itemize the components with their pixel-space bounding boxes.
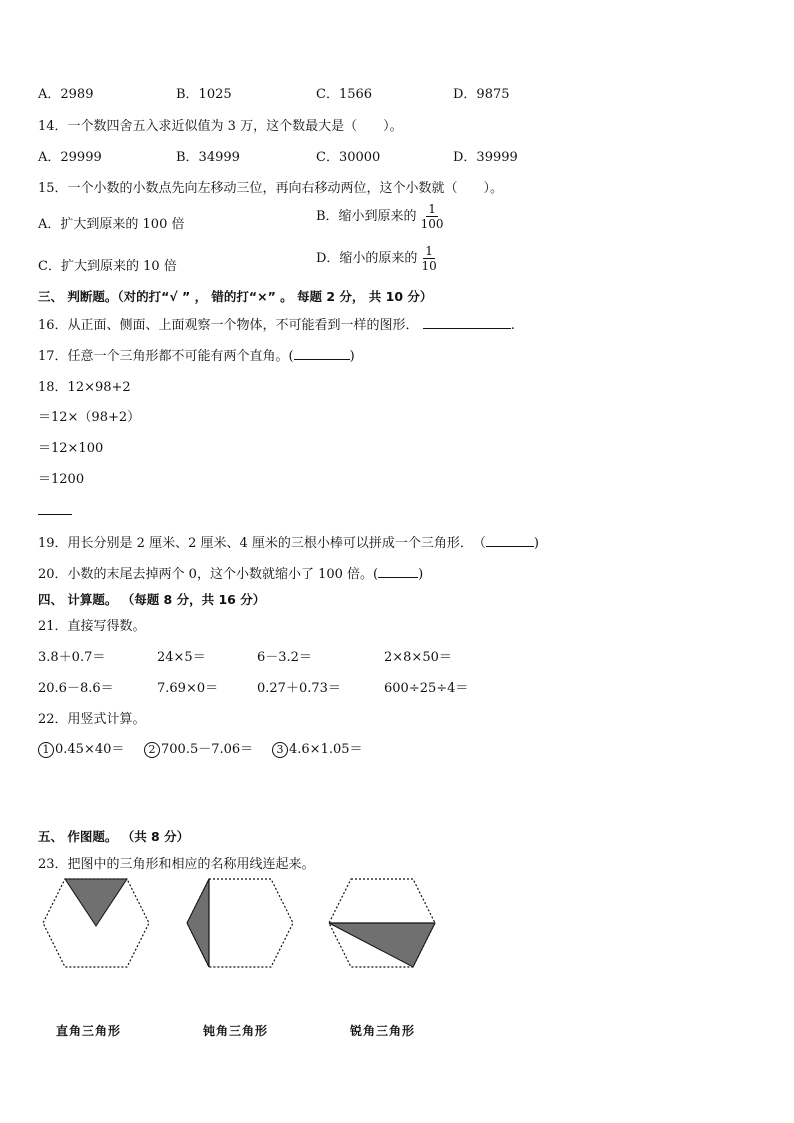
q17-end: ) [349,349,355,364]
q19-question [38,532,539,551]
q17-text: 17．任意一个三角形都不可能有两个直角。( [38,349,294,364]
q21-item: 7.69×0＝ [157,681,219,696]
q13-option-c: C．1566 [316,87,373,102]
q21-item: 0.27＋0.73＝ [257,681,341,696]
circled-number: 3 [272,742,288,758]
q15-option-a: A．扩大到原来的 100 倍 [38,217,185,232]
fraction-numerator: 1 [425,244,433,258]
shaded-triangle[interactable] [65,879,127,926]
circled-number: 2 [144,742,160,758]
q14-option-c: C．30000 [316,150,381,165]
hexagon-figure-3 [326,876,438,970]
q22-item-1 [38,738,124,758]
q15-option-d [316,244,439,273]
q22-title: 22．用竖式计算。 [38,712,146,727]
caption-acute-triangle[interactable]: 锐角三角形 [350,1024,416,1038]
q21-item: 24×5＝ [157,650,206,665]
q20-answer-blank[interactable] [378,577,418,578]
q21-item: 3.8＋0.7＝ [38,650,106,665]
q23-title: 23．把图中的三角形和相应的名称用线连起来。 [38,857,315,872]
q13-option-a: A．2989 [38,87,94,102]
q20-end: ) [418,567,424,582]
circled-number: 1 [38,742,54,758]
q22-expression: 4.6×1.05＝ [289,742,363,757]
q21-item: 2×8×50＝ [384,650,452,665]
q13-option-d: D．9875 [453,87,510,102]
q16-answer-blank[interactable] [423,328,511,329]
q15-option-c: C．扩大到原来的 10 倍 [38,259,177,274]
q22-expression: 700.5－7.06＝ [161,742,254,757]
q14-option-b: B．34999 [176,150,240,165]
q15-option-b [316,202,445,231]
q18-line-1: 18．12×98+2 [38,380,131,395]
q13-option-b: B．1025 [176,87,232,102]
shaded-triangle[interactable] [187,879,209,967]
q21-item: 600÷25÷4＝ [384,681,469,696]
q18-line-4: ＝1200 [38,472,85,487]
q22-item-2 [144,738,253,758]
q21-title: 21．直接写得数。 [38,619,146,634]
q15-option-b-text: B．缩小到原来的 [316,209,417,224]
section-5-title: 五、 作图题。 （共 8 分） [38,829,190,844]
q21-item: 6－3.2＝ [257,650,312,665]
q16-question [38,314,515,333]
q15-question: 15．一个小数的小数点先向左移动三位，再向右移动两位，这个小数就（ ）。 [38,181,504,196]
fraction-denominator: 100 [420,217,444,231]
q20-text: 20．小数的末尾去掉两个 0，这个小数就缩小了 100 倍。( [38,567,379,582]
q19-text: 19．用长分别是 2 厘米、2 厘米、4 厘米的三根小棒可以拼成一个三角形． （ [38,536,486,551]
caption-obtuse-triangle[interactable]: 钝角三角形 [203,1024,269,1038]
fraction-1-10 [419,244,438,273]
shaded-triangle[interactable] [329,923,435,967]
q18-answer-line[interactable] [38,514,72,515]
q16-end: . [510,318,515,333]
fraction-denominator: 10 [421,259,437,273]
q21-item: 20.6－8.6＝ [38,681,114,696]
fraction-1-100 [419,202,446,231]
section-3-title: 三、 判断题。（对的打“√ ” ， 错的打“×” 。 每题 2 分， 共 10 分） [38,289,433,304]
q22-item-3 [272,738,363,758]
hexagon-figure-1 [40,876,152,970]
hexagon-figure-2 [184,876,296,970]
q19-end: ) [533,536,539,551]
q15-option-d-text: D．缩小的原来的 [316,251,418,266]
fraction-numerator: 1 [428,202,436,216]
q14-option-d: D．39999 [453,150,518,165]
q22-expression: 0.45×40＝ [55,742,125,757]
q17-answer-blank[interactable] [294,359,350,360]
q18-line-2: ＝12×（98+2） [38,410,141,425]
q14-option-a: A．29999 [38,150,102,165]
section-4-title: 四、 计算题。 （每题 8 分，共 16 分） [38,592,266,607]
q14-question: 14．一个数四舍五入求近似值为 3 万，这个数最大是（ ）。 [38,119,403,134]
q19-answer-blank[interactable] [486,546,534,547]
q20-question [38,563,423,582]
q17-question [38,345,355,364]
q18-line-3: ＝12×100 [38,441,104,456]
q16-text: 16．从正面、侧面、上面观察一个物体，不可能看到一样的图形． [38,318,419,333]
caption-right-triangle[interactable]: 直角三角形 [56,1024,122,1038]
